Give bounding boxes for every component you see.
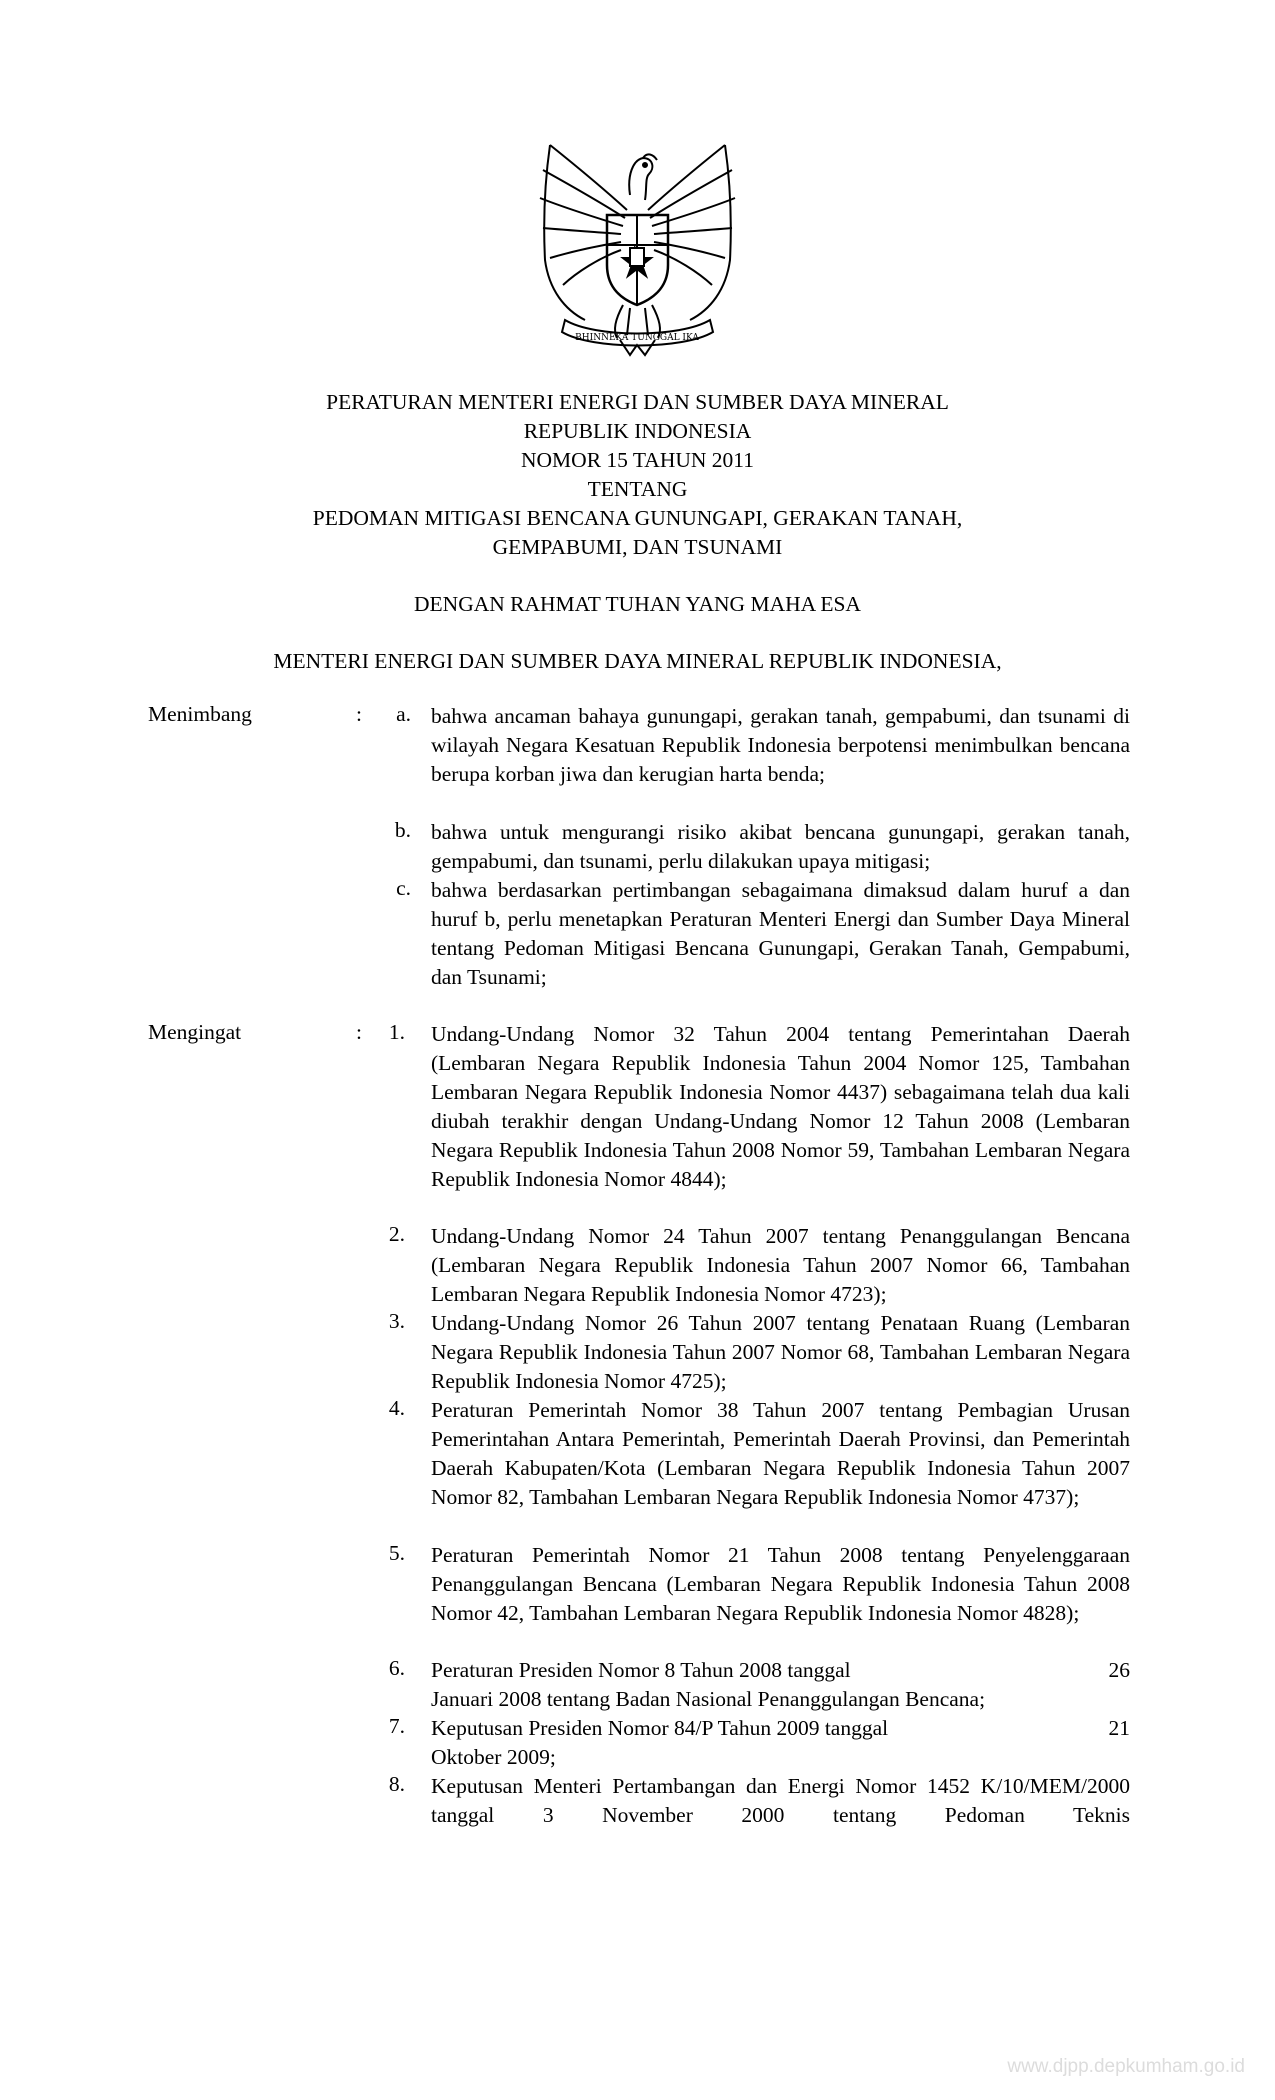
menimbang-marker-b: b.	[394, 818, 411, 842]
menimbang-item-a: bahwa ancaman bahaya gunungapi, gerakan tanah, gempabumi, dan tsunami di wilayah Negara Kesatuan Republik Indonesia berpotensi menimbulkan bencana berupa korban jiwa dan kerugian harta benda;	[431, 704, 1130, 786]
mengingat-item-1: Undang-Undang Nomor 32 Tahun 2004 tentang Pemerintahan Daerah (Lembaran Negara Republik Indonesia Tahun 2004 Nomor 125, Tambahan Lembaran Negara Republik Indonesia Nomor 4437) sebagaimana telah dua kali diubah terakhir dengan Undang-Undang Nomor 12 Tahun 2008 (Lembaran Negara Republik Indonesia Tahun 2008 Nomor 59, Tambahan Lembaran Negara Republik Indonesia Nomor 4844);	[431, 1022, 1130, 1191]
mengingat-item-6-continuation: Januari 2008 tentang Badan Nasional Penanggulangan Bencana;	[431, 1687, 986, 1711]
mengingat-item-7-continuation: Oktober 2009;	[431, 1745, 556, 1769]
minister-heading: MENTERI ENERGI DAN SUMBER DAYA MINERAL REPUBLIK INDONESIA,	[273, 649, 1002, 673]
mengingat-marker-4: 4.	[388, 1396, 405, 1420]
menimbang-marker-a: a.	[396, 702, 411, 726]
mengingat-item-8: Keputusan Menteri Pertambangan dan Energi Nomor 1452 K/10/MEM/2000 tanggal 3 November 2000 tentang Pedoman Teknis	[431, 1774, 1130, 1827]
mengingat-marker-7: 7.	[388, 1714, 405, 1738]
mengingat-item-4: Peraturan Pemerintah Nomor 38 Tahun 2007 tentang Pembagian Urusan Pemerintahan Antara Pemerintah, Pemerintah Daerah Provinsi, dan Pemerintah Daerah Kabupaten/Kota (Lembaran Negara Republik Indonesia Tahun 2007 Nomor 82, Tambahan Lembaran Negara Republik Indonesia Nomor 4737);	[431, 1398, 1130, 1509]
svg-text:BHINNEKA TUNGGAL IKA: BHINNEKA TUNGGAL IKA	[575, 333, 699, 343]
menimbang-marker-c: c.	[396, 876, 411, 900]
mengingat-item-7	[431, 1714, 1130, 1772]
mengingat-item-6-day: 26	[1108, 1658, 1130, 1682]
mengingat-item-6-text: Peraturan Presiden Nomor 8 Tahun 2008 tanggal	[431, 1658, 851, 1682]
menimbang-item-b: bahwa untuk mengurangi risiko akibat bencana gunungapi, gerakan tanah, gempabumi, dan tsunami, perlu dilakukan upaya mitigasi;	[431, 820, 1130, 873]
mengingat-marker-8: 8.	[388, 1772, 405, 1796]
menimbang-colon: :	[356, 702, 362, 726]
mengingat-item-5: Peraturan Pemerintah Nomor 21 Tahun 2008 tentang Penyelenggaraan Penanggulangan Bencana (Lembaran Negara Republik Indonesia Tahun 2008 Nomor 42, Tambahan Lembaran Negara Republik Indonesia Nomor 4828);	[431, 1543, 1130, 1625]
mengingat-marker-3: 3.	[388, 1309, 405, 1333]
regulation-title: PERATURAN MENTERI ENERGI DAN SUMBER DAYA MINERAL	[326, 390, 949, 414]
garuda-pancasila-emblem	[535, 140, 740, 365]
menimbang-item-c: bahwa berdasarkan pertimbangan sebagaimana dimaksud dalam huruf a dan huruf b, perlu menetapkan Peraturan Menteri Energi dan Sumber Daya Mineral tentang Pedoman Mitigasi Bencana Gunungapi, Gerakan Tanah, Gempabumi, dan Tsunami;	[431, 878, 1130, 989]
about-label: TENTANG	[587, 477, 688, 501]
regulation-subject-line1: PEDOMAN MITIGASI BENCANA GUNUNGAPI, GERAKAN TANAH,	[312, 506, 963, 530]
mengingat-item-6	[431, 1656, 1130, 1714]
mengingat-item-7-text: Keputusan Presiden Nomor 84/P Tahun 2009 tanggal	[431, 1716, 889, 1740]
mengingat-item-3: Undang-Undang Nomor 26 Tahun 2007 tentang Penataan Ruang (Lembaran Negara Republik Indonesia Tahun 2007 Nomor 68, Tambahan Lembaran Negara Republik Indonesia Nomor 4725);	[431, 1311, 1130, 1393]
mengingat-marker-6: 6.	[388, 1656, 405, 1680]
mengingat-marker-1: 1.	[388, 1020, 405, 1044]
regulation-number: NOMOR 15 TAHUN 2011	[521, 448, 754, 472]
watermark: www.djpp.depkumham.go.id	[1007, 2056, 1245, 2077]
mengingat-marker-5: 5.	[388, 1541, 405, 1565]
invocation: DENGAN RAHMAT TUHAN YANG MAHA ESA	[414, 592, 861, 616]
menimbang-label: Menimbang	[148, 702, 252, 726]
mengingat-marker-2: 2.	[388, 1222, 405, 1246]
country-name: REPUBLIK INDONESIA	[523, 419, 752, 443]
mengingat-colon: :	[356, 1020, 362, 1044]
mengingat-label: Mengingat	[148, 1020, 242, 1044]
document-header	[0, 388, 1275, 676]
regulation-subject-line2: GEMPABUMI, DAN TSUNAMI	[492, 535, 783, 559]
mengingat-item-7-day: 21	[1108, 1716, 1130, 1740]
mengingat-item-2: Undang-Undang Nomor 24 Tahun 2007 tentang Penanggulangan Bencana (Lembaran Negara Republik Indonesia Tahun 2007 Nomor 66, Tambahan Lembaran Negara Republik Indonesia Nomor 4723);	[431, 1224, 1130, 1306]
